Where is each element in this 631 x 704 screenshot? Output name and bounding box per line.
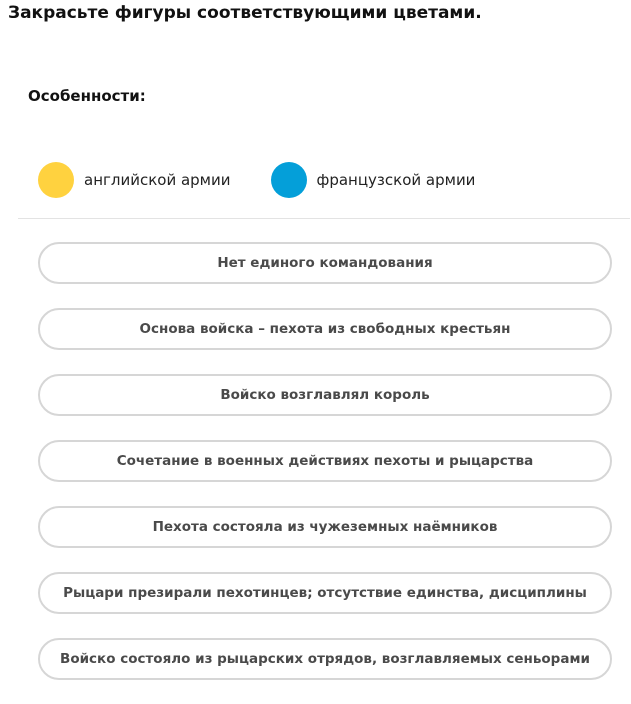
feature-options-list xyxy=(38,242,612,704)
section-divider xyxy=(18,218,630,219)
color-swatch-yellow[interactable] xyxy=(38,162,74,198)
feature-option[interactable]: Рыцари презирали пехотинцев; отсутствие единства, дисциплины xyxy=(38,572,612,614)
legend-item-french-army[interactable] xyxy=(271,162,476,198)
feature-option[interactable]: Нет единого командования xyxy=(38,242,612,284)
feature-option[interactable]: Войско состояло из рыцарских отрядов, возглавляемых сеньорами xyxy=(38,638,612,680)
color-swatch-blue[interactable] xyxy=(271,162,307,198)
color-legend xyxy=(38,162,475,198)
legend-label-french-army: французской армии xyxy=(316,171,476,189)
feature-option[interactable]: Основа войска – пехота из свободных крестьян xyxy=(38,308,612,350)
feature-option[interactable]: Войско возглавлял король xyxy=(38,374,612,416)
features-label: Особенности: xyxy=(28,87,146,105)
legend-item-english-army[interactable] xyxy=(38,162,231,198)
feature-option[interactable]: Сочетание в военных действиях пехоты и рыцарства xyxy=(38,440,612,482)
legend-label-english-army: английской армии xyxy=(84,171,231,189)
feature-option[interactable]: Пехота состояла из чужеземных наёмников xyxy=(38,506,612,548)
task-title: Закрасьте фигуры соответствующими цветами. xyxy=(8,3,482,23)
